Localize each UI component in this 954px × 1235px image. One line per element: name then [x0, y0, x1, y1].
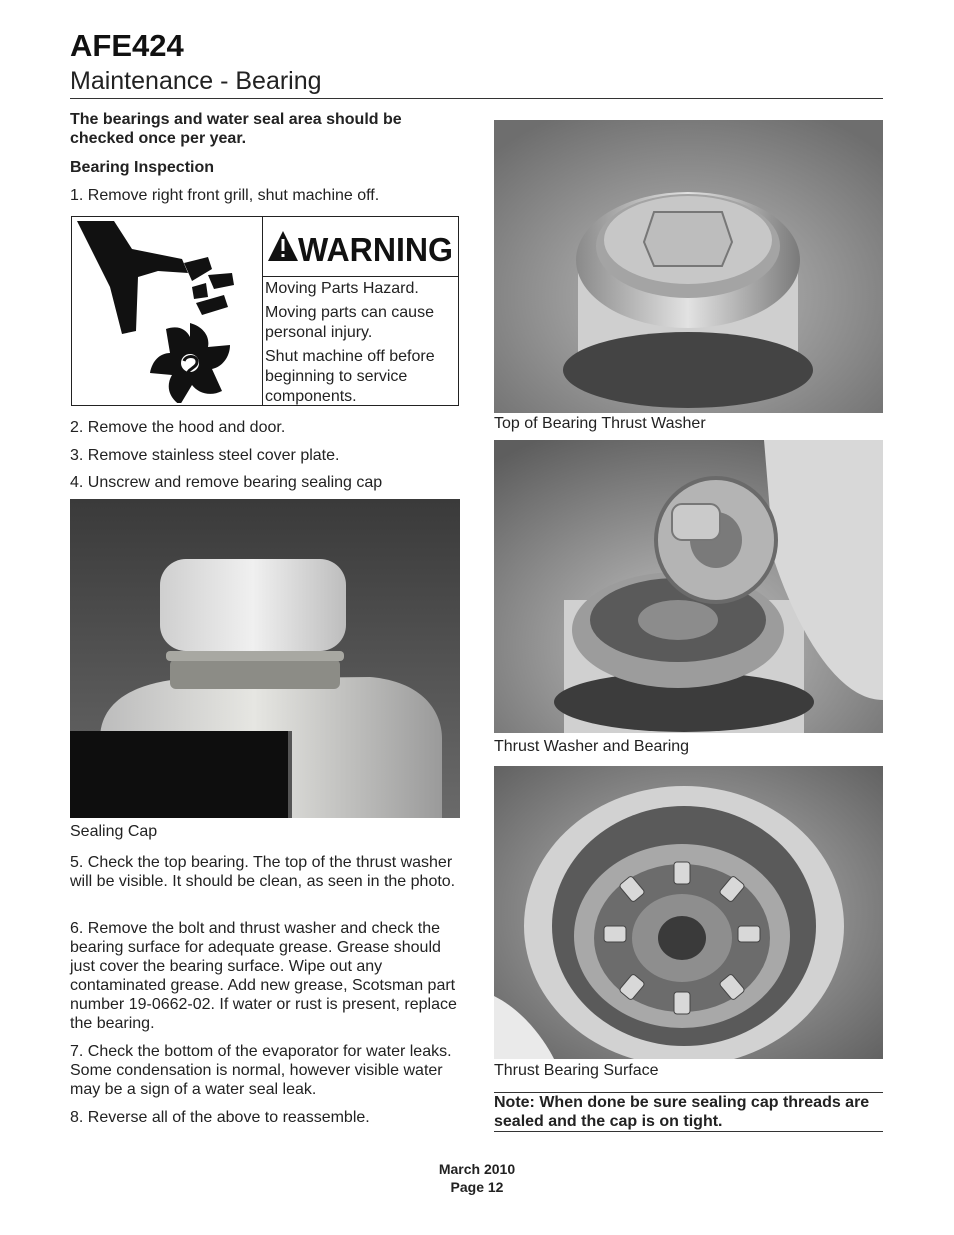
warning-line-2: Moving parts can cause personal injury. — [265, 304, 434, 341]
moving-parts-hazard-icon — [74, 219, 260, 403]
warning-header-rule — [262, 276, 458, 277]
warning-divider — [262, 217, 263, 405]
caption-sealing-cap: Sealing Cap — [70, 823, 158, 840]
caption-top-thrust-washer: Top of Bearing Thrust Washer — [494, 415, 706, 432]
header-divider — [70, 98, 883, 99]
thrust-washer-and-bearing-photo — [494, 440, 883, 733]
step-4: 4. Unscrew and remove bearing sealing cap — [70, 474, 383, 491]
step-6: 6. Remove the bolt and thrust washer and check the bearing surface for adequate grease. Grease should just cover the bearing surface. Wipe out any contaminated grease. Add new grease, Scotsman part number 19-0662-02. If water or rust is present, replace the bearing. — [70, 920, 457, 1032]
step-7: 7. Check the bottom of the evaporator for water leaks. Some condensation is normal, however visible water may be a sign of a water seal leak. — [70, 1043, 452, 1098]
sealing-cap-photo — [70, 499, 460, 818]
footer-date: March 2010 — [438, 1161, 516, 1177]
step-3: 3. Remove stainless steel cover plate. — [70, 447, 340, 464]
warning-line-3: Shut machine off before beginning to service components. — [265, 348, 435, 405]
thrust-bearing-surface-photo — [494, 766, 883, 1059]
page-subtitle: Maintenance - Bearing — [70, 67, 322, 95]
step-1: 1. Remove right front grill, shut machine off. — [70, 187, 380, 204]
note-bottom-rule — [494, 1131, 883, 1132]
warning-box — [71, 216, 459, 406]
page-footer — [0, 1160, 954, 1196]
caption-bearing-surface: Thrust Bearing Surface — [494, 1062, 659, 1079]
warning-word-text: WARNING — [298, 231, 453, 268]
warning-line-1: Moving Parts Hazard. — [265, 280, 419, 297]
section-heading: Bearing Inspection — [70, 159, 215, 176]
footer-page-number: Page 12 — [450, 1179, 504, 1195]
top-thrust-washer-photo — [494, 120, 883, 413]
warning-header — [266, 225, 456, 269]
step-8: 8. Reverse all of the above to reassemble. — [70, 1109, 370, 1126]
caption-washer-and-bearing: Thrust Washer and Bearing — [494, 738, 690, 755]
page-title: AFE424 — [70, 28, 184, 63]
inspection-notice: The bearings and water seal area should be checked once per year. — [70, 111, 402, 147]
step-2: 2. Remove the hood and door. — [70, 419, 286, 436]
warning-message — [265, 279, 455, 411]
reassembly-note: Note: When done be sure sealing cap threads are sealed and the cap is on tight. — [494, 1094, 870, 1130]
step-5: 5. Check the top bearing. The top of the thrust washer will be visible. It should be clean, as seen in the photo. — [70, 854, 456, 890]
